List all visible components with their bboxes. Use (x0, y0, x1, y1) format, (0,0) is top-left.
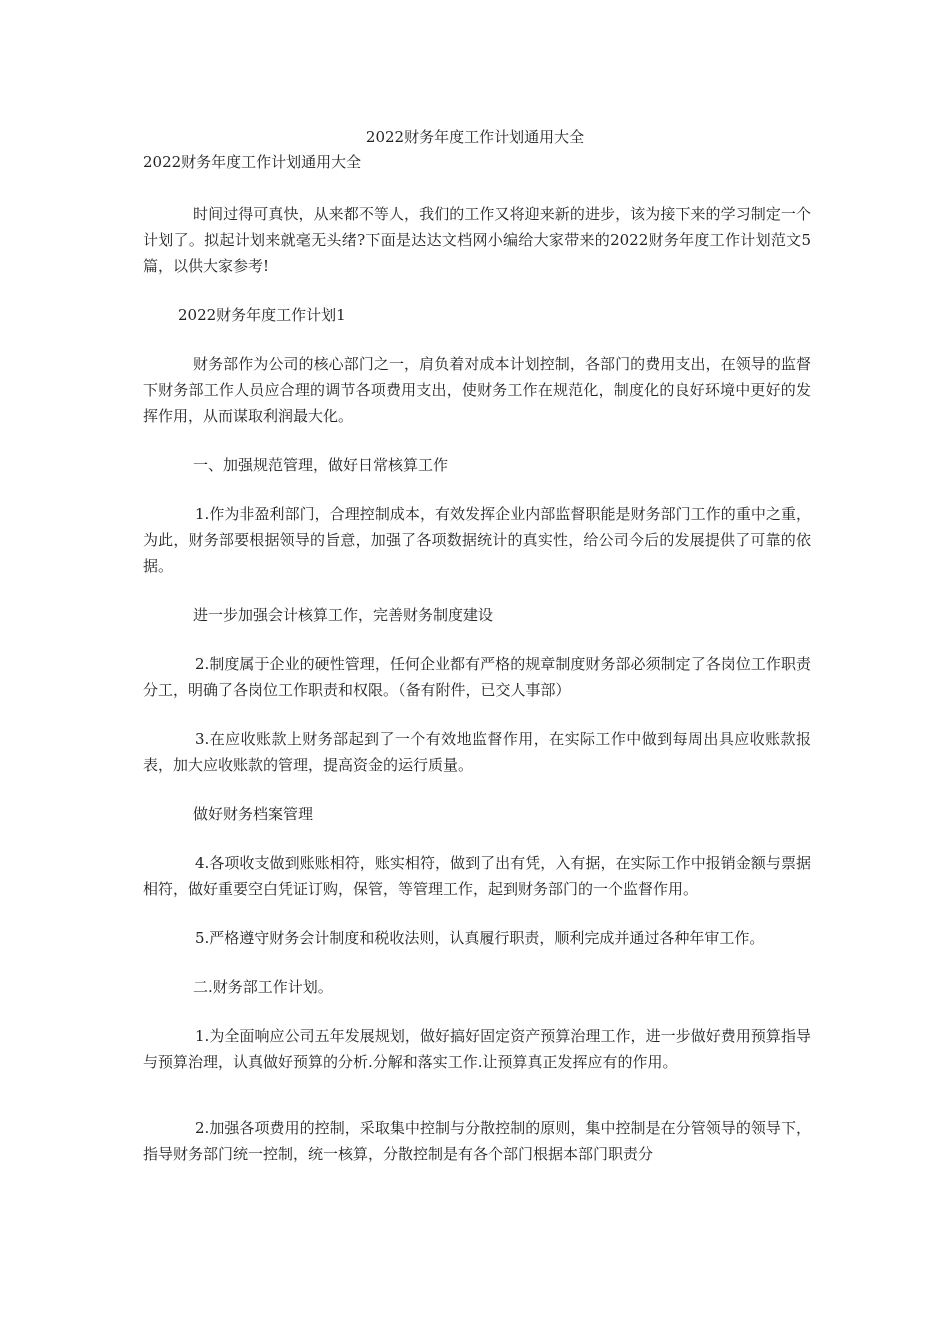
plan1-paragraph: 财务部作为公司的核心部门之一，肩负着对成本计划控制，各部门的费用支出，在领导的监督下财务部工作人员应合理的调节各项费用支出，使财务工作在规范化，制度化的良好环境中更好的发挥作用，从而谋取利润最大化。 (143, 355, 811, 425)
item-2: 2.制度属于企业的硬性管理，任何企业都有严格的规章制度财务部必须制定了各岗位工作职责分工，明确了各岗位工作职责和权限。（备有附件，已交人事部） (143, 655, 811, 699)
plan1-heading: 2022财务年度工作计划1 (178, 306, 346, 324)
item-5: 5.严格遵守财务会计制度和税收法则，认真履行职责，顺利完成并通过各种年审工作。 (195, 929, 765, 947)
section2-item-1: 1.为全面响应公司五年发展规划，做好搞好固定资产预算治理工作，进一步做好费用预算指导与预算治理，认真做好预算的分析.分解和落实工作.让预算真正发挥应有的作用。 (143, 1027, 811, 1071)
item-4: 4.各项收支做到账账相符，账实相符，做到了出有凭，入有据，在实际工作中报销金额与票据相符，做好重要空白凭证订购，保管，等管理工作，起到财务部门的一个监督作用。 (143, 854, 811, 898)
subheading-1: 进一步加强会计核算工作，完善财务制度建设 (193, 606, 494, 624)
item-1: 1.作为非盈利部门，合理控制成本，有效发挥企业内部监督职能是财务部门工作的重中之重，为此，财务部要根据领导的旨意，加强了各项数据统计的真实性，给公司今后的发展提供了可靠的依据。 (143, 505, 811, 575)
section2-item-2: 2.加强各项费用的控制，采取集中控制与分散控制的原则，集中控制是在分管领导的领导下，指导财务部门统一控制，统一核算，分散控制是有各个部门根据本部门职责分 (143, 1119, 811, 1163)
intro-paragraph: 时间过得可真快，从来都不等人，我们的工作又将迎来新的进步，该为接下来的学习制定一个计划了。拟起计划来就毫无头绪?下面是达达文档网小编给大家带来的2022财务年度工作计划范文5篇，以供大家参考! (143, 205, 811, 275)
section2-heading: 二.财务部工作计划。 (193, 978, 333, 996)
section1-heading: 一、加强规范管理，做好日常核算工作 (193, 456, 449, 474)
document-title: 2022财务年度工作计划通用大全 (365, 128, 585, 146)
item-3: 3.在应收账款上财务部起到了一个有效地监督作用，在实际工作中做到每周出具应收账款报表，加大应收账款的管理，提高资金的运行质量。 (143, 730, 811, 774)
document-subtitle: 2022财务年度工作计划通用大全 (143, 153, 362, 171)
subheading-2: 做好财务档案管理 (193, 805, 314, 823)
document-body (143, 201, 811, 1190)
